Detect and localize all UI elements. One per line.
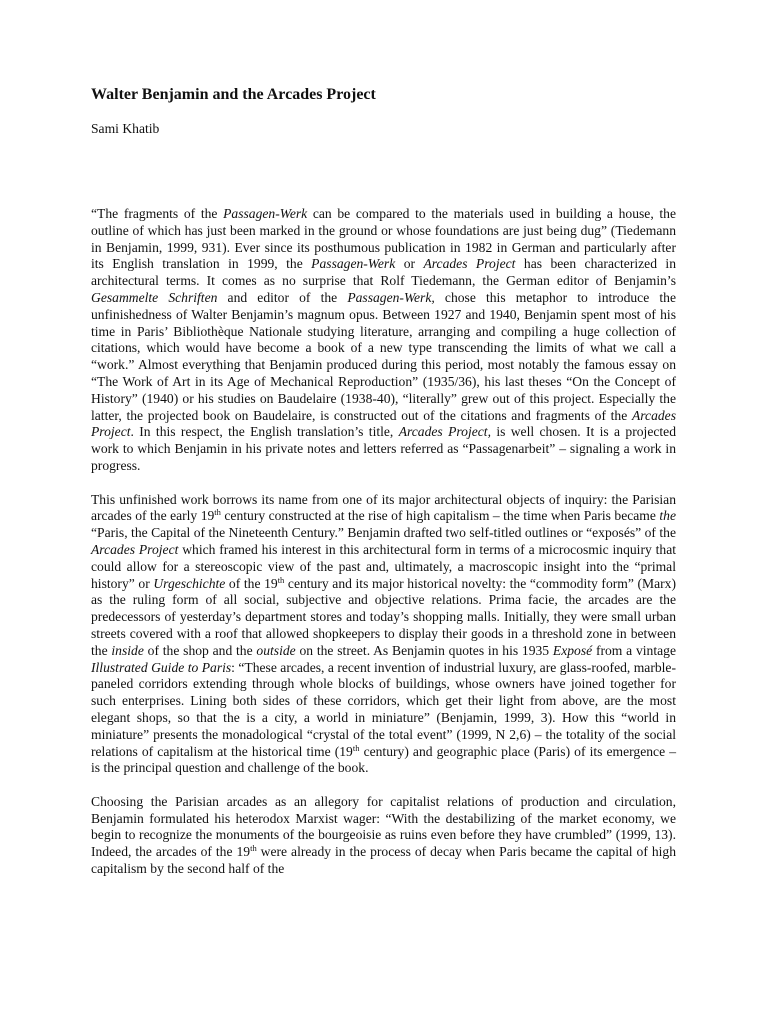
text-run: can be compared to the materials used in building a house, the outline of which has just been marked in the ground or whose foundations are just being dug” (Tiedemann in Benjamin, 1999, 931). Ever since its posthumous publication in 1982 in German and particularly after its English translation in 1999, the [91,206,676,272]
italic-text: inside [111,642,144,658]
italic-text: Arcades Project [91,407,676,440]
text-run: : “These arcades, a recent invention of industrial luxury, are glass-roofed, marble-paneled corridors extending through whole blocks of buildings, whose owners have joined together for such enterprises. Lining both sides of these corridors, which get their light from above, are the most elegant shops, so that the is a city, a world in miniature” (Benjamin, 1999, 3). How this “world in miniature” presents the monadological “crystal of the total event” (1999, N 2,6) – the totality of the social relations of capitalism at the historical time (19 [91,659,676,759]
text-run: century) and geographic place (Paris) of its emergence – is the principal question and challenge of the book. [91,743,677,776]
superscript-text: th [352,742,360,753]
text-run: or [395,256,424,272]
italic-text: Passagen-Werk, [347,289,435,305]
text-run: . In this respect, the English translation’s title, [130,424,399,440]
text-run: on the street. As Benjamin quotes in his 1935 [295,642,553,658]
text-run: were already in the process of decay when Paris became the capital of high capitalism by the second half of the [91,844,676,877]
italic-text: Passagen-Werk [311,256,396,272]
text-run: “Paris, the Capital of the Nineteenth Century.” Benjamin drafted two self-titled outlines or “exposés” of the [91,525,676,541]
italic-text: Urgeschichte [153,575,226,591]
document-title: Walter Benjamin and the Arcades Project [91,86,376,103]
text-run: “The fragments of the [91,206,224,221]
italic-text: Arcades Project [423,256,516,272]
text-run: is well chosen. It is a projected work to which Benjamin in his private notes and letters referred as “Passagenarbeit” – signaling a work in progress. [91,424,677,473]
text-run: century constructed at the rise of high capitalism – the time when Paris became [220,508,660,524]
paragraph-1 [91,206,676,475]
text-run: which framed his interest in this architectural form in terms of a microcosmic inquiry that could allow for a stereoscopic view of the past and, ultimately, a macroscopic insight into the “primal history” or [91,541,677,591]
text-run: chose this metaphor to introduce the unfinishedness of Walter Benjamin’s magnum opus. Between 1927 and 1940, Benjamin spent most of his time in Paris’ Bibliothèque Nationale studying literature, arranging and compiling a huge collection of citations, which would have become a book of a new type transcending the limits of what we call a “work.” Almost everything that Benjamin produced during this period, most notably the famous essay on “The Work of Art in its Age of Mechanical Reproduction” (1935/36), his last theses “On the Concept of History” (1940) or his studies on Baudelaire (1938-40), “literally” grew out of this project. Especially the latter, the projected book on Baudelaire, is constructed out of the citations and fragments of the [91,289,676,423]
paragraph-2 [91,492,676,778]
italic-text: Arcades Project [91,541,179,557]
text-run: of the 19 [225,575,278,591]
paragraph-3 [91,794,676,878]
superscript-text: th [250,843,257,854]
author-name: Sami Khatib [91,121,160,136]
text-run: from a vintage [592,642,676,658]
italic-text: the [659,508,676,524]
italic-text: Exposé [552,642,593,658]
italic-text: Arcades Project, [398,424,491,440]
superscript-text: th [277,574,285,585]
text-run: of the shop and the [143,642,257,658]
text-run: This unfinished work borrows its name from one of its major architectural objects of inquiry: the Parisian arcades of the early 19 [91,491,676,524]
text-run: and editor of the [217,289,348,305]
italic-text: Passagen-Werk [223,206,308,221]
italic-text: Illustrated Guide to Paris [91,659,232,675]
text-run: has been characterized in architectural terms. It comes as no surprise that Rolf Tiedemann, the German editor of Benjamin’s [91,256,677,289]
text-run: Choosing the Parisian arcades as an allegory for capitalist relations of production and circulation, Benjamin formulated his heterodox Marxist wager: “With the destabilizing of the market economy, we begin to recognize the monuments of the bourgeoisie as ruins even before they have crumbled” (1999, 13). Indeed, the arcades of the 19 [91,793,676,860]
text-run: century and its major historical novelty: the “commodity form” (Marx) as the ruling form of all social, subjective and objective relations. Prima facie, the arcades are the predecessors of yesterday’s department stores and today’s shopping malls. Initially, they were small urban streets covered with a roof that allowed shopkeepers to display their goods in a threshold zone in between the [91,575,676,658]
italic-text: Gesammelte Schriften [91,289,218,305]
italic-text: outside [256,642,296,658]
document-body [91,206,676,895]
superscript-text: th [214,507,221,518]
